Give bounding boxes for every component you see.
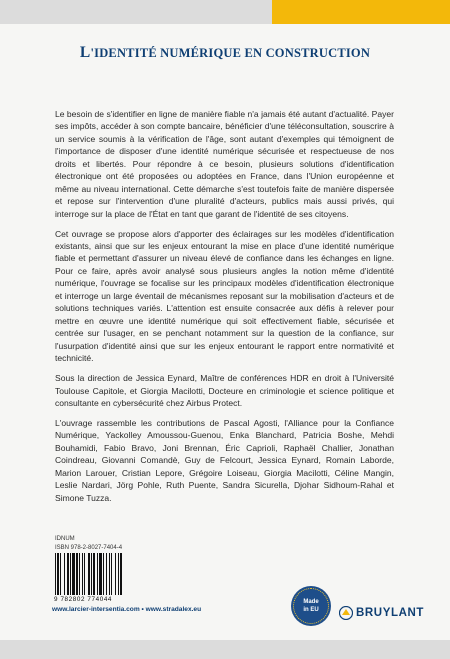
paragraph-purpose: Cet ouvrage se propose alors d'apporter des éclairages sur les modèles d'identification existants, ainsi que sur les enjeux entourant la mise en place d'une identité numérique fiable et permettant d'assurer un niveau élevé de confiance dans les échanges en ligne. Pour ce faire, après avoir analysé sous plusieurs angles la notion même d'identité numérique, l'ouvrage se focalise sur les principaux modèles d'identification électronique et interroge un large éventail de mécanismes reposant sur la mobilisation d'acteurs et de solutions techniques variés. L'attention est ensuite consacrée aux défis à relever pour mettre en œuvre une identité numérique qui soit effectivement fiable, sécurisée et centrée sur l'usager, en se penchant notamment sur la question de la confiance, sur l'usurpation d'identité ainsi que sur les enjeux entourant le rapport entre normativité et technicité. xyxy=(55,228,394,364)
bottom-color-band xyxy=(0,640,450,659)
top-color-band-grey xyxy=(0,0,272,24)
paragraph-editors: Sous la direction de Jessica Eynard, Maître de conférences HDR en droit à l'Université Toulouse Capitole, et Giorgia Macilotti, Docteure en criminologie et science politique et consultante en cybersécurité chez Airbus Protect. xyxy=(55,373,394,408)
eu-stars-icon xyxy=(293,588,329,624)
barcode-number: 9 782802 774044 xyxy=(54,596,113,603)
publisher-urls: www.larcier-intersentia.com • www.stradalex.eu xyxy=(52,606,202,613)
isbn-label: ISBN 978-2-8027-7404-4 xyxy=(55,544,123,551)
back-cover-text xyxy=(55,108,394,512)
paragraph-contributors: L'ouvrage rassemble les contributions de Pascal Agosti, l'Alliance pour la Confiance Numérique, Yackolley Amoussou-Guenou, Enka Blanchard, Patricia Boshe, Mehdi Bouhamidi, Fabio Bravo, Joni Brennan, Éric Caprioli, Raphaël Challier, Jonathan Coindreau, Giovanni Comandè, Guy de Felcourt, Jessica Eynard, Romain Laborde, Marion Larouer, Cristian Lepore, Grégoire Loiseau, Giorgia Macilotti, Céline Mangin, Leslie Nardari, Jörg Pohle, Ruth Puente, Sandra Sicurella, Djohar Sidhoum-Rahal et Simone Tuzza. xyxy=(55,417,394,503)
book-identifiers xyxy=(55,535,122,552)
publisher-brand xyxy=(339,606,424,620)
book-title: L'IDENTITÉ NUMÉRIQUE EN CONSTRUCTION xyxy=(79,44,371,61)
bruylant-logo-icon xyxy=(339,606,353,620)
paragraph-intro: Le besoin de s'identifier en ligne de manière fiable n'a jamais été autant d'actualité. Payer ses impôts, accéder à son compte bancaire, bénéficier d'une téléconsultation, souscrire à un service soumis à la vérification de l'âge, sont autant d'exemples qui témoignent de l'importance de disposer d'une identité numérique sécurisée et respectueuse de nos droits et libertés. Pour répondre à ce besoin, plusieurs solutions d'identification électronique ont été proposées ou adoptées en France, dans l'Union européenne et même au niveau international. Cette démarche s'est toutefois faite de manière dispersée et repose sur l'intervention d'une pluralité d'acteurs, publics mais aussi privés, qui interroge sur la place de l'État en tant que garant de l'identité de ses citoyens. xyxy=(55,109,394,219)
publisher-name: BRUYLANT xyxy=(356,607,425,619)
barcode-icon xyxy=(54,553,148,595)
made-in-eu-badge: Made in EU xyxy=(291,586,331,626)
idnum-label: IDNUM xyxy=(55,536,75,542)
top-color-band-yellow xyxy=(272,0,450,24)
